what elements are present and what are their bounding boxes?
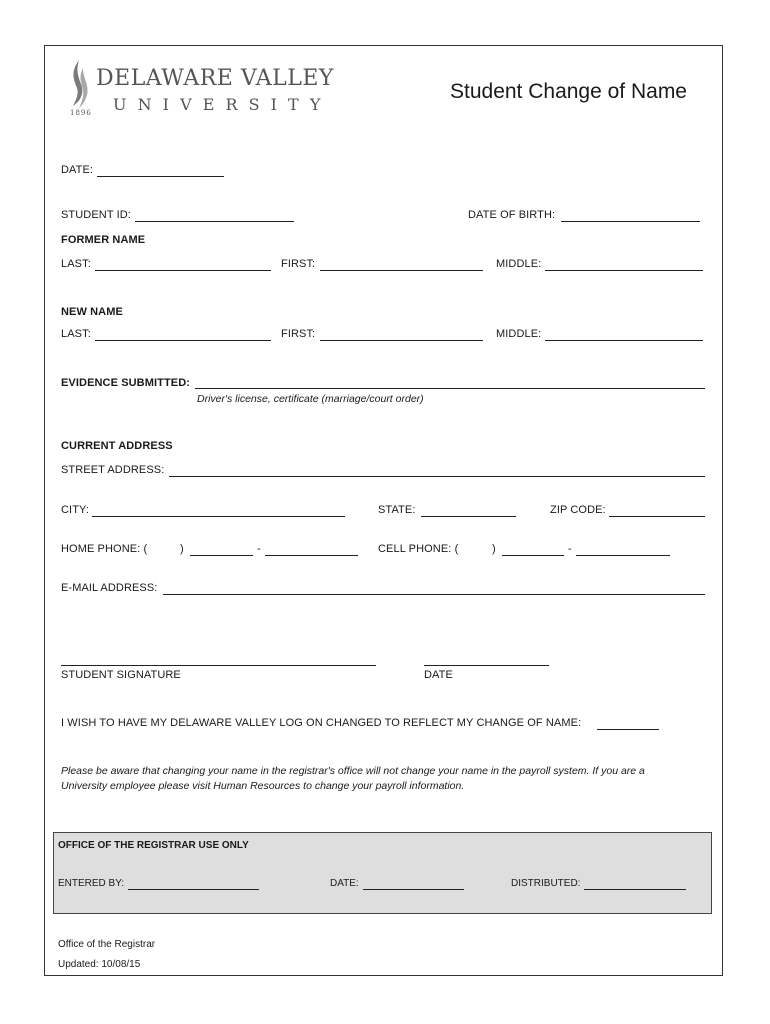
student-signature-field[interactable] [61, 665, 376, 666]
email-address-field[interactable] [163, 594, 705, 595]
logo-year: 1896 [70, 109, 92, 117]
form-title: Student Change of Name [450, 80, 687, 103]
home-phone-number-field[interactable] [265, 555, 358, 556]
former-first-label: FIRST: [281, 258, 316, 270]
logo-text-delaware-valley: DELAWARE VALLEY [96, 66, 334, 91]
zip-code-field[interactable] [609, 516, 705, 517]
state-field[interactable] [421, 516, 516, 517]
cell-phone-number-field[interactable] [576, 555, 670, 556]
payroll-notice-line-1: Please be aware that changing your name in the registrar's office will not change your name in the payroll system. If you are a [61, 765, 645, 777]
dob-field[interactable] [561, 221, 700, 222]
former-middle-label: MIDDLE: [496, 258, 542, 270]
signature-date-label: DATE [424, 669, 453, 681]
student-signature-label: STUDENT SIGNATURE [61, 669, 181, 681]
distributed-label: DISTRIBUTED: [511, 878, 581, 889]
registrar-date-field[interactable] [363, 889, 464, 890]
former-last-label: LAST: [61, 258, 91, 270]
flame-logo-icon [64, 58, 94, 114]
evidence-field[interactable] [195, 388, 705, 389]
evidence-hint: Driver's license, certificate (marriage/court order) [197, 393, 424, 405]
home-phone-prefix-field[interactable] [190, 555, 253, 556]
payroll-notice-line-2: University employee please visit Human Resources to change your payroll information. [61, 780, 465, 792]
signature-date-field[interactable] [424, 665, 549, 666]
logo-text-university: U N I V E R S I T Y [113, 95, 324, 114]
registrar-date-label: DATE: [330, 878, 359, 889]
city-field[interactable] [92, 516, 345, 517]
former-first-field[interactable] [320, 270, 483, 271]
zip-code-label: ZIP CODE: [550, 504, 606, 516]
new-middle-field[interactable] [545, 340, 703, 341]
home-phone-dash: - [257, 543, 261, 555]
home-phone-close-paren: ) [180, 543, 184, 555]
new-first-field[interactable] [320, 340, 483, 341]
footer-updated-date: Updated: 10/08/15 [58, 959, 141, 970]
dob-label: DATE OF BIRTH: [468, 209, 556, 221]
email-address-label: E-MAIL ADDRESS: [61, 582, 158, 594]
evidence-label: EVIDENCE SUBMITTED: [61, 377, 191, 389]
new-first-label: FIRST: [281, 328, 316, 340]
street-address-label: STREET ADDRESS: [61, 464, 165, 476]
date-field[interactable] [97, 176, 224, 177]
cell-phone-dash: - [568, 543, 572, 555]
new-middle-label: MIDDLE: [496, 328, 542, 340]
cell-phone-prefix-field[interactable] [502, 555, 564, 556]
distributed-field[interactable] [584, 889, 686, 890]
entered-by-field[interactable] [128, 889, 259, 890]
new-last-field[interactable] [95, 340, 271, 341]
cell-phone-close-paren: ) [492, 543, 496, 555]
logon-change-field[interactable] [597, 729, 659, 730]
former-name-heading: FORMER NAME [61, 234, 146, 246]
new-name-heading: NEW NAME [61, 306, 123, 318]
date-label: DATE: [61, 164, 94, 176]
home-phone-label: HOME PHONE: ( [61, 543, 148, 555]
city-label: CITY: [61, 504, 90, 516]
state-label: STATE: [378, 504, 416, 516]
student-id-field[interactable] [135, 221, 294, 222]
street-address-field[interactable] [169, 476, 705, 477]
entered-by-label: ENTERED BY: [58, 878, 125, 889]
cell-phone-label: CELL PHONE: ( [378, 543, 459, 555]
logon-change-request: I WISH TO HAVE MY DELAWARE VALLEY LOG ON CHANGED TO REFLECT MY CHANGE OF NAME: [61, 717, 582, 729]
former-middle-field[interactable] [545, 270, 703, 271]
student-id-label: STUDENT ID: [61, 209, 131, 221]
current-address-heading: CURRENT ADDRESS [61, 440, 173, 452]
new-last-label: LAST: [61, 328, 91, 340]
registrar-heading: OFFICE OF THE REGISTRAR USE ONLY [58, 840, 249, 851]
former-last-field[interactable] [95, 270, 271, 271]
footer-office: Office of the Registrar [58, 939, 156, 950]
